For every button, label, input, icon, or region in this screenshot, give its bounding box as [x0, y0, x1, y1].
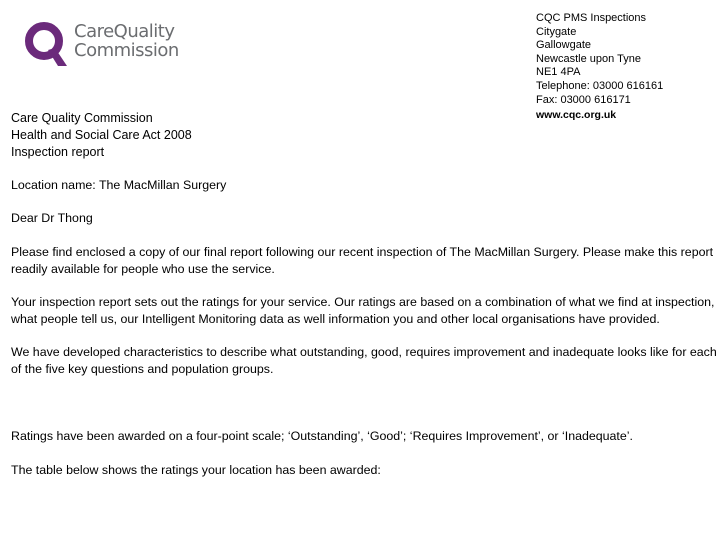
cqc-logo: [24, 20, 194, 70]
paragraph-table-intro: The table below shows the ratings your location has been awarded:: [11, 463, 381, 477]
address-line: Citygate: [536, 25, 577, 38]
logo-line-2: Commission: [74, 40, 179, 61]
website-link[interactable]: www.cqc.org.uk: [536, 109, 617, 121]
header-line: Inspection report: [11, 145, 105, 159]
address-line: CQC PMS Inspections: [536, 12, 647, 24]
report-header: [11, 110, 192, 161]
address-fax: Fax: 03000 616171: [536, 93, 631, 106]
paragraph-characteristics: We have developed characteristics to describe what outstanding, good, requires improvement and inadequate looks like for each of the five key questions and population groups.: [11, 345, 717, 376]
address-line: Newcastle upon Tyne: [536, 52, 641, 65]
cqc-q-logo-icon: [24, 20, 68, 70]
paragraph-enclosure: Please find enclosed a copy of our final report following our recent inspection of The MacMillan Surgery. Please make this report readily available for people who use the service.: [11, 245, 714, 276]
header-line: Health and Social Care Act 2008: [11, 128, 192, 142]
paragraph-rating-scale: Ratings have been awarded on a four-point scale; ‘Outstanding’, ‘Good’; ‘Requires Improvement’, or ‘Inadequate’.: [11, 429, 633, 443]
header-line: Care Quality Commission: [11, 111, 153, 125]
logo-line-1: CareQuality: [74, 21, 175, 42]
address-line: Gallowgate: [536, 39, 592, 52]
salutation: Dear Dr Thong: [11, 211, 93, 225]
paragraph-ratings-basis: Your inspection report sets out the ratings for your service. Our ratings are based on a combination of what we find at inspection, what people tell us, our Intelligent Monitoring data as well information you and other local organisations have provided.: [11, 295, 715, 326]
address-line: NE1 4PA: [536, 66, 581, 79]
address-telephone: Telephone: 03000 616161: [536, 79, 664, 92]
sender-address: [536, 12, 663, 107]
location-name: Location name: The MacMillan Surgery: [11, 178, 227, 192]
logo-wordmark: [74, 22, 179, 60]
